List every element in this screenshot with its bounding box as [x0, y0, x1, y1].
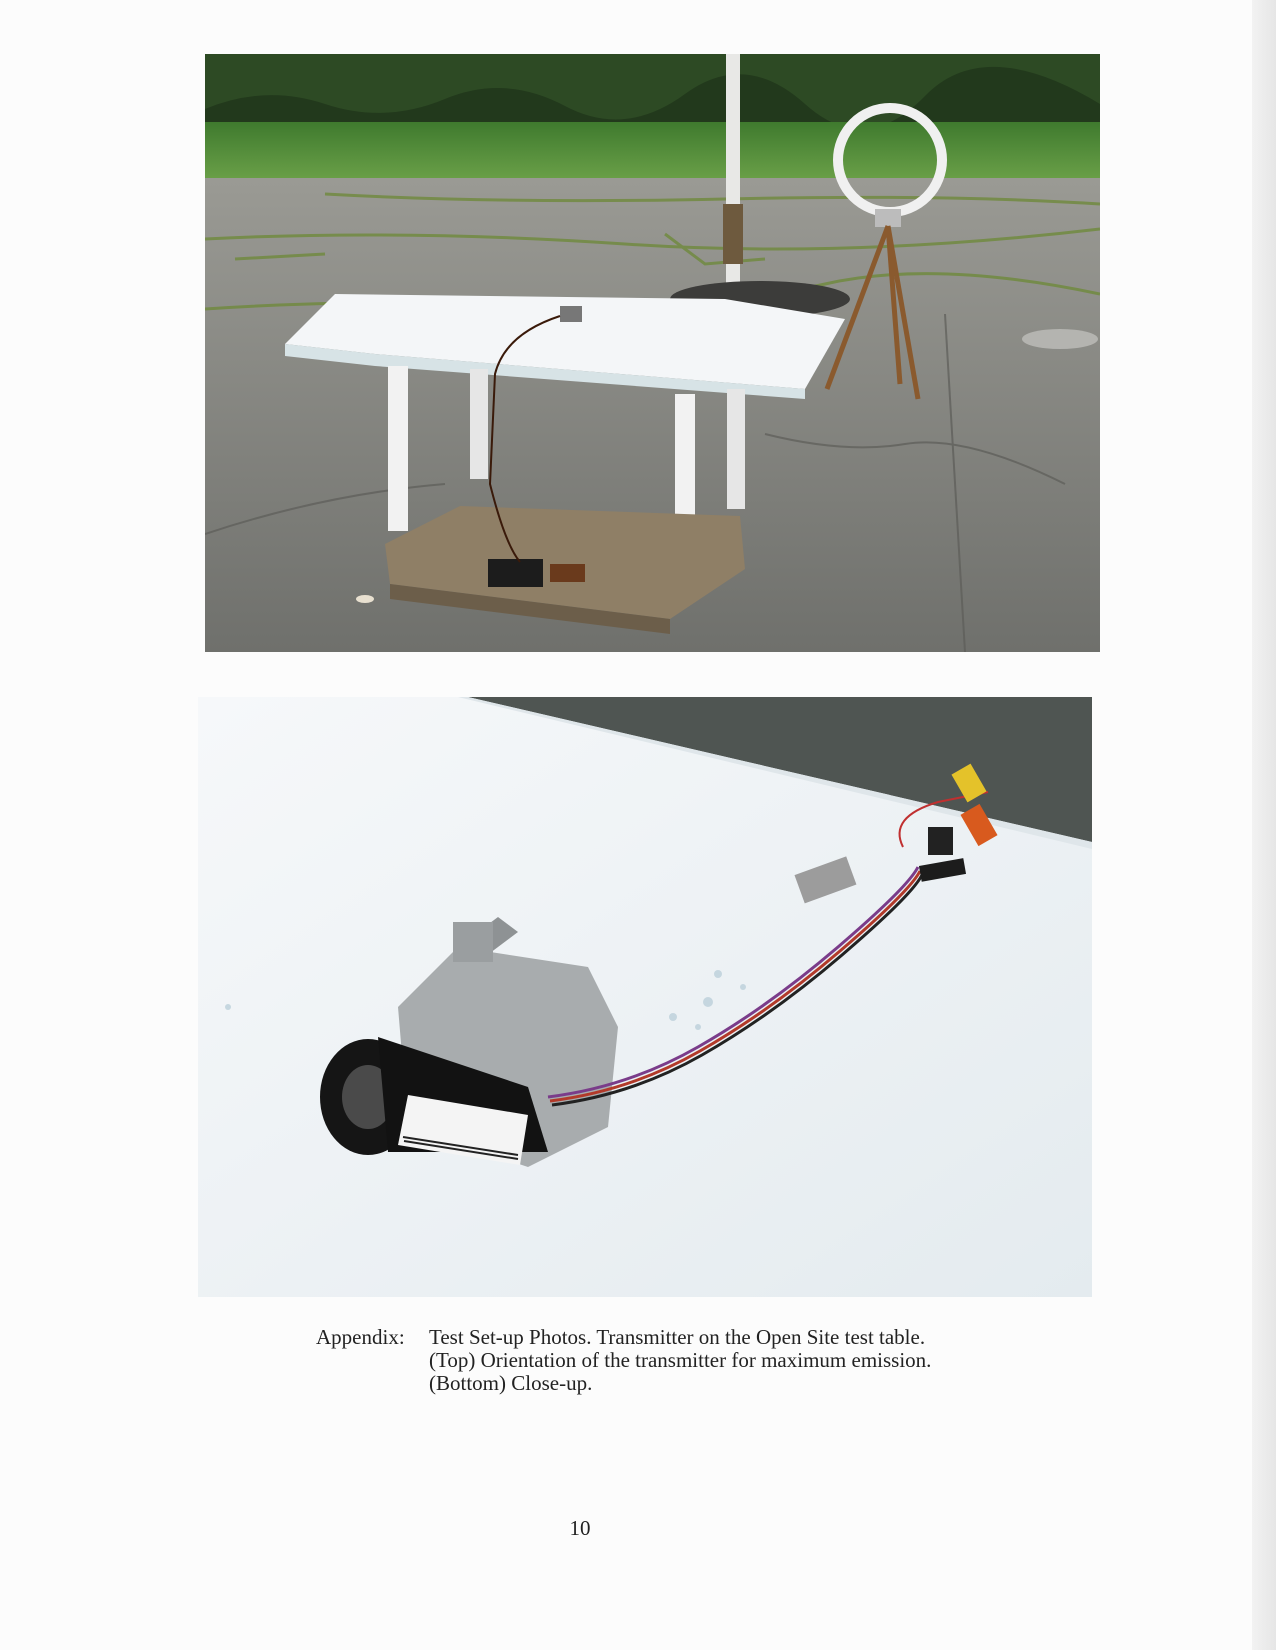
- caption-text: [429, 1326, 1076, 1395]
- caption-line: (Bottom) Close-up.: [429, 1371, 593, 1395]
- caption-line: Test Set-up Photos. Transmitter on the Open Site test table.: [429, 1325, 926, 1349]
- caption-label: Appendix:: [316, 1325, 405, 1349]
- scan-edge-shadow: [1252, 0, 1276, 1650]
- photo-open-site-test-table: [205, 54, 1100, 652]
- photo-transmitter-close-up: [198, 697, 1092, 1297]
- caption-line: (Top) Orientation of the transmitter for maximum emission.: [429, 1348, 932, 1372]
- page-number: 10: [569, 1516, 591, 1540]
- figure-caption: [316, 1326, 1076, 1395]
